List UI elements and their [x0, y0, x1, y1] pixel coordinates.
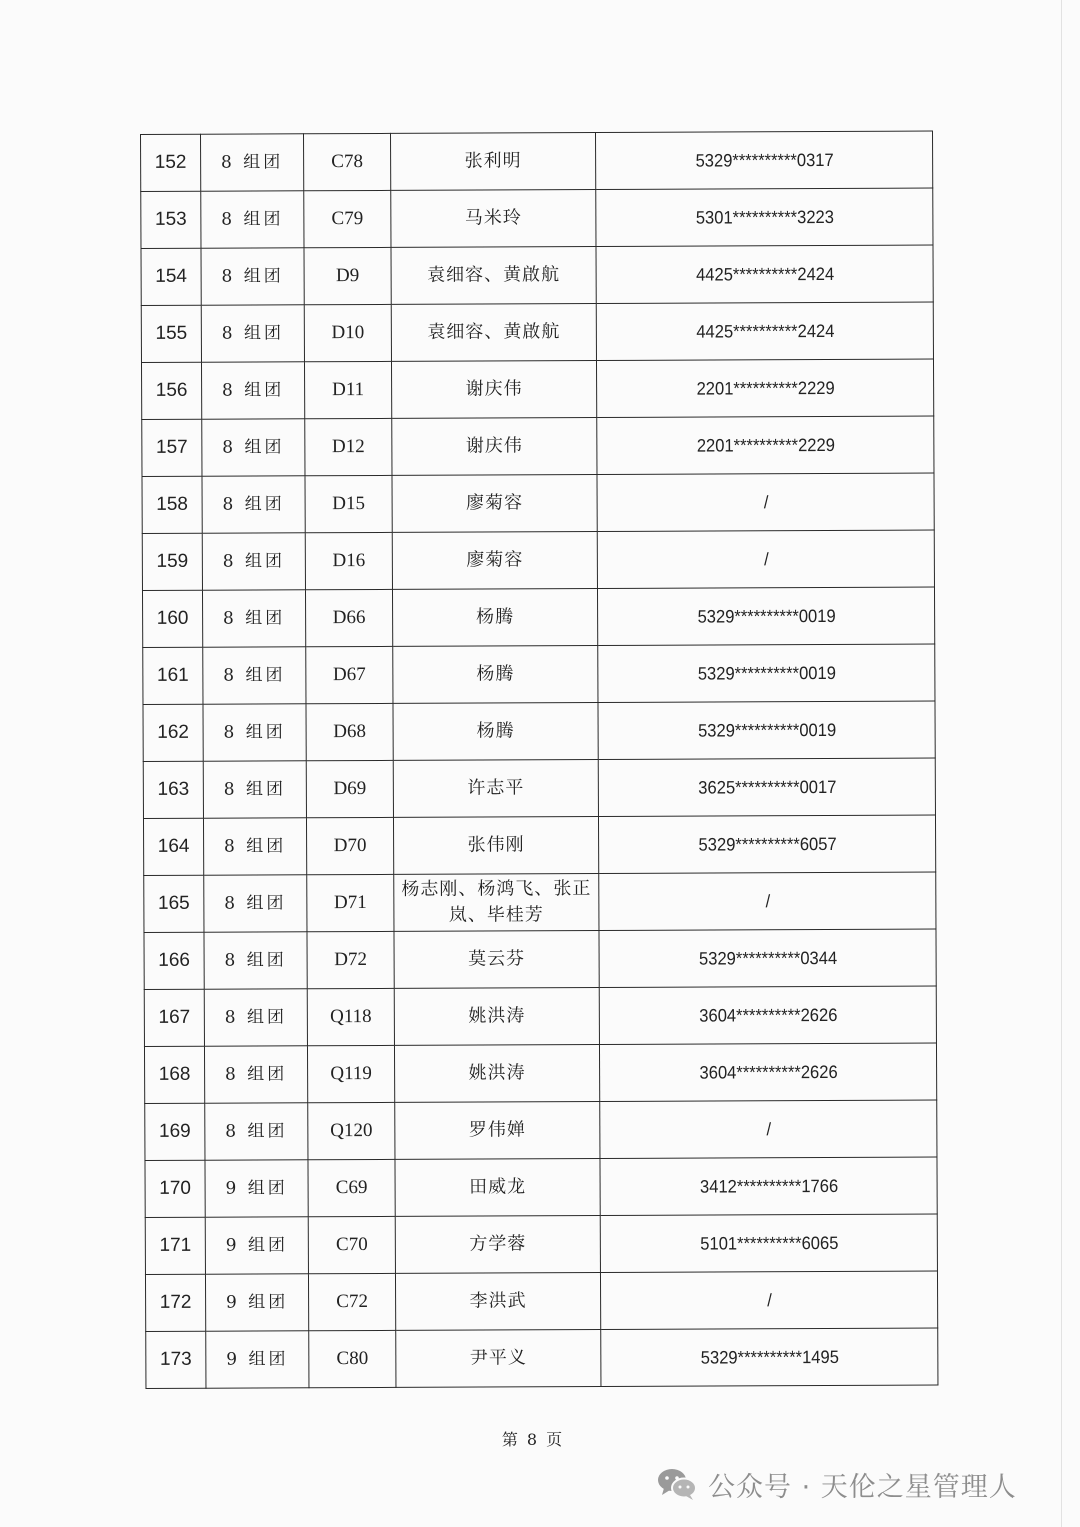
- owner-name-cell: 张伟刚: [393, 817, 598, 875]
- table-row: [142, 530, 934, 590]
- group-cell: 8 组团: [202, 590, 305, 647]
- row-number-cell: 166: [144, 932, 204, 989]
- id-number-cell: /: [613, 1100, 923, 1158]
- owner-name-cell: 谢庆伟: [391, 361, 596, 419]
- table-row: [141, 302, 933, 362]
- group-cell: 8 组团: [202, 419, 305, 476]
- owner-name-cell: 李洪武: [395, 1273, 600, 1331]
- table-row: [141, 359, 933, 419]
- table-row: [143, 758, 935, 818]
- table-row: [141, 188, 933, 248]
- table-row: [144, 872, 936, 932]
- owner-name-cell: 袁细容、黄啟航: [391, 247, 596, 305]
- table-row: [146, 1328, 938, 1388]
- row-number-cell: 170: [145, 1160, 205, 1217]
- group-cell: 8 组团: [204, 932, 307, 989]
- row-number-cell: 169: [145, 1103, 205, 1160]
- row-number-cell: 153: [141, 191, 201, 248]
- id-number-cell: /: [612, 872, 922, 930]
- group-cell: 9 组团: [205, 1274, 308, 1331]
- owner-name-cell: 杨腾: [393, 703, 598, 761]
- group-cell: 9 组团: [206, 1331, 309, 1388]
- group-cell: 8 组团: [201, 362, 304, 419]
- owner-name-cell: 廖菊容: [392, 532, 597, 590]
- row-number-cell: 158: [142, 476, 202, 533]
- group-cell: 8 组团: [201, 305, 304, 362]
- id-number-cell: 3604**********2626: [613, 1043, 923, 1101]
- row-number-cell: 167: [144, 989, 204, 1046]
- owner-name-cell: 杨志刚、杨鸿飞、张正岚、毕桂芳: [394, 874, 599, 932]
- unit-cell: C72: [308, 1273, 395, 1330]
- row-number-cell: 155: [141, 305, 201, 362]
- id-number-cell: 5329**********6057: [612, 815, 922, 873]
- table-row: [145, 1271, 937, 1331]
- id-number-cell: /: [611, 530, 921, 588]
- row-number-cell: 164: [143, 818, 203, 875]
- id-number-cell: 5101**********6065: [614, 1214, 924, 1272]
- unit-cell: D66: [305, 589, 392, 646]
- table-row: [142, 587, 934, 647]
- table-row: [145, 1214, 937, 1274]
- table-row: [143, 815, 935, 875]
- watermark-text: 公众号 · 天伦之星管理人: [708, 1471, 1017, 1503]
- owner-name-cell: 杨腾: [392, 589, 597, 647]
- owner-name-cell: 杨腾: [393, 646, 598, 704]
- unit-cell: C80: [309, 1330, 396, 1387]
- owner-name-cell: 姚洪涛: [394, 1045, 599, 1103]
- row-number-cell: 172: [145, 1274, 205, 1331]
- unit-cell: D9: [304, 247, 391, 304]
- row-number-cell: 173: [146, 1331, 206, 1388]
- table-row: [143, 701, 935, 761]
- row-number-cell: 171: [145, 1217, 205, 1274]
- row-number-cell: 161: [143, 647, 203, 704]
- group-cell: 8 组团: [203, 818, 306, 875]
- id-number-cell: /: [610, 473, 920, 531]
- owner-name-cell: 张利明: [390, 133, 595, 191]
- table-row: [142, 473, 934, 533]
- unit-cell: D67: [306, 646, 393, 703]
- unit-cell: D70: [306, 817, 393, 874]
- table-row: [145, 1157, 937, 1217]
- row-number-cell: 163: [143, 761, 203, 818]
- group-cell: 8 组团: [201, 248, 304, 305]
- id-number-cell: 5329**********0019: [611, 587, 921, 645]
- row-number-cell: 157: [142, 419, 202, 476]
- row-number-cell: 152: [141, 134, 201, 191]
- id-number-cell: 5329**********0019: [611, 644, 921, 702]
- record-table: [140, 131, 938, 1389]
- id-number-cell: 3412**********1766: [613, 1157, 923, 1215]
- table-row: [142, 416, 934, 476]
- table-row: [144, 986, 936, 1046]
- table-row: [141, 131, 933, 191]
- row-number-cell: 154: [141, 248, 201, 305]
- owner-name-cell: 尹平义: [396, 1330, 601, 1388]
- id-number-cell: /: [614, 1271, 924, 1329]
- group-cell: 8 组团: [203, 704, 306, 761]
- id-number-cell: 2201**********2229: [610, 416, 920, 474]
- id-number-cell: 4425**********2424: [609, 245, 919, 303]
- owner-name-cell: 莫云芬: [394, 931, 599, 989]
- unit-cell: C78: [304, 133, 391, 190]
- table-row: [141, 245, 933, 305]
- group-cell: 8 组团: [203, 761, 306, 818]
- unit-cell: Q118: [307, 988, 394, 1045]
- unit-cell: D68: [306, 703, 393, 760]
- table-body: [141, 131, 938, 1388]
- id-number-cell: 3604**********2626: [613, 986, 923, 1044]
- table-row: [143, 644, 935, 704]
- group-cell: 8 组团: [201, 191, 304, 248]
- group-cell: 9 组团: [205, 1217, 308, 1274]
- id-number-cell: 2201**********2229: [610, 359, 920, 417]
- id-number-cell: 5329**********0344: [612, 929, 922, 987]
- group-cell: 8 组团: [202, 533, 305, 590]
- wechat-watermark: [656, 1464, 1017, 1504]
- table-row: [145, 1100, 937, 1160]
- unit-cell: D12: [305, 418, 392, 475]
- table-row: [144, 1043, 936, 1103]
- wechat-icon: [656, 1467, 698, 1501]
- row-number-cell: 165: [144, 875, 204, 932]
- group-cell: 9 组团: [205, 1160, 308, 1217]
- unit-cell: C70: [308, 1216, 395, 1273]
- unit-cell: D69: [306, 760, 393, 817]
- unit-cell: D10: [304, 304, 391, 361]
- owner-name-cell: 马米玲: [391, 190, 596, 248]
- owner-name-cell: 袁细容、黄啟航: [391, 304, 596, 362]
- group-cell: 8 组团: [204, 989, 307, 1046]
- group-cell: 8 组团: [203, 647, 306, 704]
- owner-name-cell: 田威龙: [395, 1159, 600, 1217]
- page-edge-line: [1061, 0, 1062, 1527]
- id-number-cell: 5301**********3223: [609, 188, 919, 246]
- unit-cell: D71: [307, 874, 394, 931]
- group-cell: 8 组团: [205, 1103, 308, 1160]
- table-row: [144, 929, 936, 989]
- row-number-cell: 162: [143, 704, 203, 761]
- owner-name-cell: 许志平: [393, 760, 598, 818]
- owner-name-cell: 罗伟婵: [395, 1102, 600, 1160]
- unit-cell: Q119: [307, 1045, 394, 1102]
- group-cell: 8 组团: [204, 1046, 307, 1103]
- id-number-cell: 3625**********0017: [612, 758, 922, 816]
- owner-name-cell: 方学蓉: [395, 1216, 600, 1274]
- unit-cell: D15: [305, 475, 392, 532]
- owner-name-cell: 廖菊容: [392, 475, 597, 533]
- id-number-cell: 5329**********0317: [609, 131, 919, 189]
- row-number-cell: 168: [144, 1046, 204, 1103]
- unit-cell: C79: [304, 190, 391, 247]
- page-number: 第 8 页: [501, 1430, 565, 1449]
- unit-cell: Q120: [308, 1102, 395, 1159]
- unit-cell: D11: [304, 361, 391, 418]
- owner-name-cell: 姚洪涛: [394, 988, 599, 1046]
- id-number-cell: 4425**********2424: [610, 302, 920, 360]
- row-number-cell: 159: [142, 533, 202, 590]
- unit-cell: C69: [308, 1159, 395, 1216]
- row-number-cell: 160: [142, 590, 202, 647]
- group-cell: 8 组团: [204, 875, 307, 932]
- unit-cell: D72: [307, 931, 394, 988]
- owner-name-cell: 谢庆伟: [392, 418, 597, 476]
- row-number-cell: 156: [141, 362, 201, 419]
- group-cell: 8 组团: [201, 134, 304, 191]
- unit-cell: D16: [305, 532, 392, 589]
- id-number-cell: 5329**********0019: [611, 701, 921, 759]
- group-cell: 8 组团: [202, 476, 305, 533]
- id-number-cell: 5329**********1495: [614, 1328, 924, 1386]
